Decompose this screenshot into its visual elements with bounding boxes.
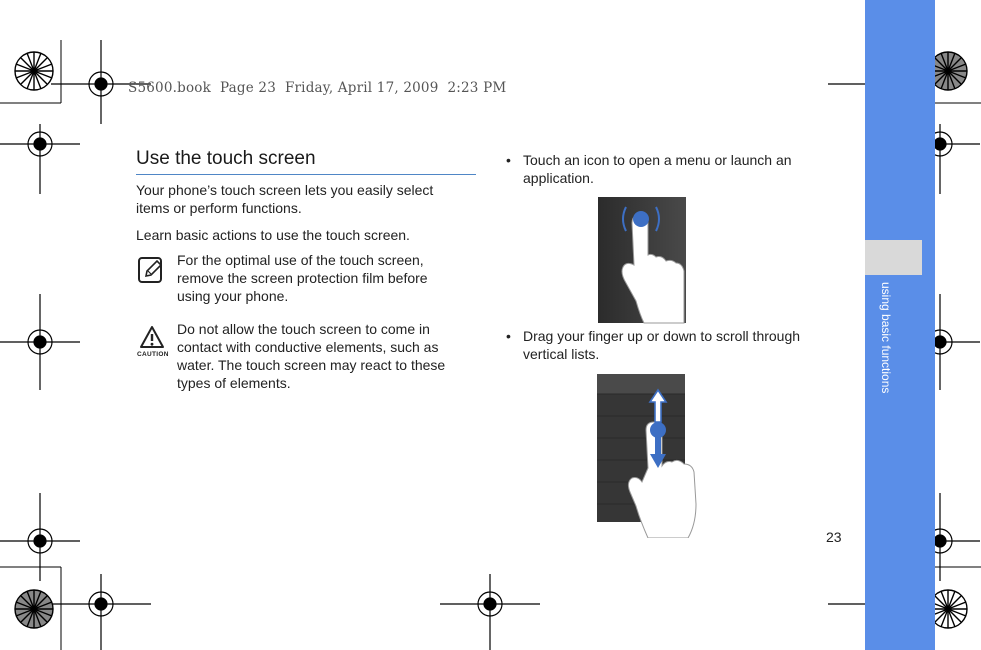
side-tab-marker [865, 240, 922, 275]
caution-triangle-icon [139, 324, 165, 350]
drag-gesture-illustration [596, 374, 702, 538]
learn-paragraph: Learn basic actions to use the touch screen. [136, 227, 410, 243]
bullet-marker: • [506, 152, 511, 168]
tap-gesture-illustration [596, 197, 688, 325]
title-underline [136, 174, 476, 175]
bullet-text: Drag your finger up or down to scroll through vertical lists. [523, 328, 801, 362]
page-number: 23 [826, 529, 842, 545]
note-pencil-icon [137, 256, 165, 286]
caution-label: CAUTION [137, 351, 169, 358]
caution-text: Do not allow the touch screen to come in contact with conductive elements, such as water. The touch screen may react to these types of elements. [177, 321, 446, 391]
intro-paragraph: Your phone’s touch screen lets you easily select items or perform functions. [136, 182, 434, 216]
bullet-marker: • [506, 328, 511, 344]
note-text: For the optimal use of the touch screen, remove the screen protection film before using your phone. [177, 252, 428, 304]
bullet-text: Touch an icon to open a menu or launch an application. [523, 152, 792, 186]
section-title: Use the touch screen [136, 148, 316, 169]
side-tab-label: using basic functions [879, 282, 893, 394]
section-side-tab [865, 0, 935, 650]
print-header: S5600.book Page 23 Friday, April 17, 2009 2:23 PM [128, 80, 507, 96]
